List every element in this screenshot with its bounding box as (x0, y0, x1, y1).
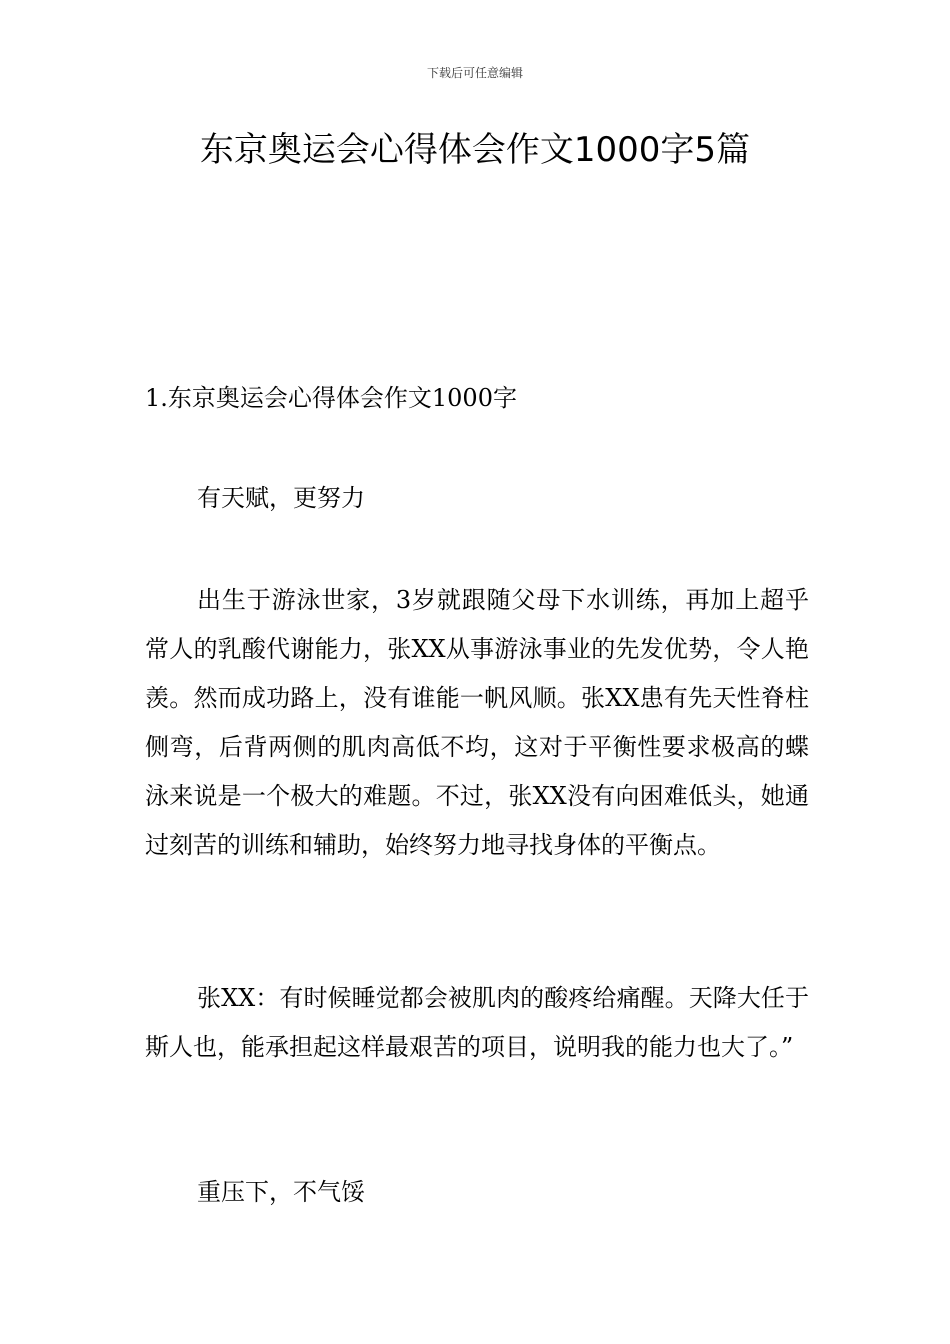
document-title: 东京奥运会心得体会作文1000字5篇 (199, 130, 751, 170)
subheading-talent: 有天赋，更努力 (197, 484, 365, 512)
paragraph-1-container (145, 576, 809, 870)
section-heading: 1.东京奥运会心得体会作文1000字 (145, 384, 517, 412)
header-note: 下载后可任意编辑 (426, 66, 523, 80)
paragraph-1: 出生于游泳世家，3岁就跟随父母下水训练，再加上超乎常人的乳酸代谢能力，张XX从事游泳事业的先发优势，令人艳羡。然而成功路上，没有谁能一帆风顺。张XX患有先天性脊柱侧弯，后背两侧的肌肉高低不均，这对于平衡性要求极高的蝶泳来说是一个极大的难题。不过，张XX没有向困难低头，她通过刻苦的训练和辅助，始终努力地寻找身体的平衡点。 (145, 586, 809, 859)
paragraph-2: 张XX：有时候睡觉都会被肌肉的酸疼给痛醒。天降大任于斯人也，能承担起这样最艰苦的项目，说明我的能力也大了。” (145, 984, 809, 1061)
subheading-pressure: 重压下，不气馁 (197, 1178, 365, 1206)
paragraph-2-container (145, 974, 809, 1072)
